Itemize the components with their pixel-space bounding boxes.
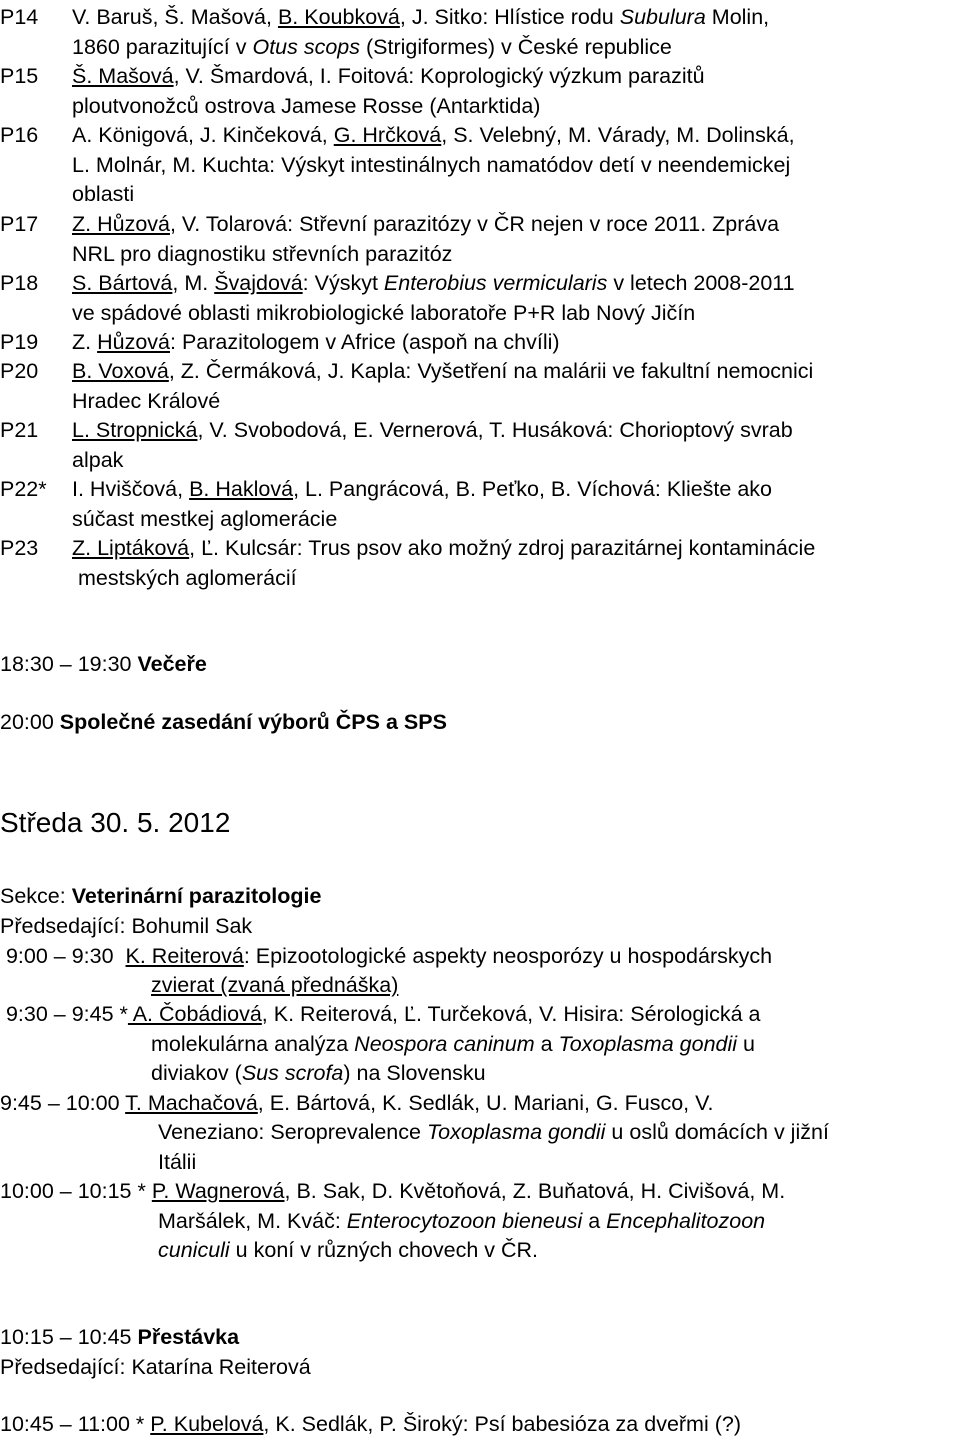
text-run: Enterobius vermicularis [383,271,608,295]
text-run: Enterocytozoon bieneusi [346,1209,583,1233]
text-run: Veneziano: Seroprevalence [158,1120,427,1144]
text-run: , L. Pangrácová, B. Peťko, B. Víchová: Kliešte ako [293,477,772,501]
poster-id: P18 [0,271,39,295]
text-run: : Výskyt [302,271,384,295]
text-run: Subulura [619,5,706,29]
text-line [72,151,790,181]
text-run: , M. [172,271,215,295]
text-run: Z. Liptáková [72,536,190,560]
text-run: Molin, [705,5,770,29]
talk-line [158,1236,538,1266]
break-line [0,1323,239,1353]
text-run: P. Kubelová [150,1412,264,1436]
text-run: 9:45 – 10:00 [0,1091,126,1115]
talk-line [158,1207,765,1237]
text-run: L. Stropnická [72,418,198,442]
text-run: 9:30 – 9:45 * [0,1002,128,1026]
poster-id: P17 [0,212,39,236]
text-run: 18:30 – 19:30 [0,652,138,676]
text-run: Z. [72,330,98,354]
poster-id: P19 [0,330,39,354]
text-run: molekulárna analýza [151,1032,355,1056]
text-run: diviakov ( [151,1061,242,1085]
text-run: Veterinární parazitologie [71,884,322,908]
text-run: Sekce: [0,884,72,908]
text-line [72,33,672,63]
text-run: Předsedající: Bohumil Sak [0,914,253,938]
text-line [72,505,337,535]
text-run: , K. Sedlák, P. Široký: Psí babesióza za dveřmi (?) [263,1412,741,1436]
text-line [72,416,793,446]
talk-line [151,1059,486,1089]
day-heading: Středa 30. 5. 2012 [0,807,231,838]
text-run: a [534,1032,559,1056]
text-run: mestských aglomerácií [72,565,297,590]
text-run: , S. Velebný, M. Várady, M. Dolinská, [441,123,795,147]
text-run: Neospora caninum [354,1032,535,1056]
poster-id: P14 [0,5,39,29]
text-line [72,387,220,417]
text-run: Toxoplasma gondii [426,1120,606,1144]
text-run: Itálii [158,1150,197,1174]
text-run: , B. Sak, D. Květoňová, Z. Buňatová, H. Civišová, M. [284,1179,786,1203]
text-run: , E. Bártová, K. Sedlák, U. Mariani, G. Fusco, V. [257,1091,714,1115]
text-run: súčast mestkej aglomerácie [72,506,338,531]
text-run: Z. Hůzová [72,212,170,236]
text-run: Š. Mašová [72,64,174,88]
text-run: Hradec Králové [72,388,221,413]
text-line [72,328,560,358]
text-run: 10:15 – 10:45 [0,1325,138,1349]
text-run: G. Hrčková [333,123,442,147]
poster-id: P20 [0,359,39,383]
poster-id: P21 [0,418,39,442]
text-run: Večeře [137,652,207,676]
text-run: 20:00 [0,710,60,734]
text-run: Švajdová [214,271,303,295]
text-run: A. Königová, J. Kinčeková, [72,123,334,147]
text-run: , V. Tolarová: Střevní parazitózy v ČR nejen v roce 2011. Zpráva [169,212,780,236]
text-run: , V. Šmardová, I. Foitová: Koprologický výzkum parazitů [173,64,705,88]
text-run: : Epizootologické aspekty neosporózy u hospodárskych [243,944,773,968]
talk-line [158,1118,829,1148]
text-run: 10:45 – 11:00 * [0,1412,151,1436]
break-chair [0,1353,311,1383]
text-run: , J. Sitko: Hlístice rodu [399,5,620,29]
text-line [72,269,795,299]
poster-id: P22* [0,477,47,501]
text-run: 1860 parazitující v [72,34,253,59]
text-run: cuniculi [158,1238,230,1262]
text-run: Společné zasedání výborů ČPS a SPS [59,710,447,734]
text-line [72,92,540,122]
text-run: T. Machačová [125,1091,258,1115]
text-line [72,475,772,505]
text-run: zvierat (zvaná přednáška) [151,973,399,997]
text-line [72,62,705,92]
talk-line [0,1410,741,1440]
text-line [72,3,769,33]
text-run: a [582,1209,607,1233]
poster-id: P16 [0,123,39,147]
text-run: I. Hviščová, [72,477,190,501]
text-line [72,299,695,329]
talk-line [0,942,772,972]
text-run: (Strigiformes) v České republice [360,34,672,59]
text-run: Toxoplasma gondii [558,1032,738,1056]
text-run: ) na Slovensku [343,1061,486,1085]
text-run: , K. Reiterová, Ľ. Turčeková, V. Hisira: Sérologická a [261,1002,761,1026]
text-run: B. Haklová [189,477,294,501]
text-run: u koní v různých chovech v ČR. [229,1238,538,1262]
section-chair [0,912,252,942]
talk-line [0,1089,713,1119]
text-run: Encephalitozoon [606,1209,766,1233]
text-run: Sus scrofa [241,1061,344,1085]
text-line [72,210,779,240]
talk-line [158,1148,196,1178]
text-run: V. Baruš, Š. Mašová, [72,5,278,29]
text-run: K. Reiterová [125,944,244,968]
text-run: NRL pro diagnostiku střevních parazitóz [72,241,453,266]
text-line [72,357,813,387]
text-run: S. Bártová [72,271,173,295]
text-run: Hůzová [97,330,170,354]
text-run: Přestávka [137,1325,240,1349]
text-line [72,564,297,594]
talk-line [0,1177,785,1207]
text-line [72,121,795,151]
text-run: B. Voxová [72,359,169,383]
text-run: alpak [72,447,124,472]
text-line [72,240,452,270]
text-run: 10:00 – 10:15 * [0,1179,152,1203]
poster-id: P23 [0,536,39,560]
talk-line [151,971,398,1001]
text-run: u [737,1032,755,1056]
text-run: , Z. Čermáková, J. Kapla: Vyšetření na malárii ve fakultní nemocnici [168,359,814,383]
text-run: , Ľ. Kulcsár: Trus psov ako možný zdroj parazitárnej kontaminácie [189,536,816,560]
text-run: , V. Svobodová, E. Vernerová, T. Husáková: Chorioptový svrab [197,418,793,442]
committee-meeting-line [0,708,447,738]
text-line [72,446,123,476]
text-line [72,180,134,210]
text-run: ploutvonožců ostrova Jamese Rosse (Antarktida) [72,93,541,118]
text-run: ve spádové oblasti mikrobiologické laboratoře P+R lab Nový Jičín [72,300,696,325]
section-title [0,882,321,912]
text-run: A. Čobádiová [127,1002,262,1026]
talk-line [151,1030,755,1060]
text-run: oblasti [72,182,135,206]
text-run: Předsedající: Katarína Reiterová [0,1355,311,1379]
text-run: P. Wagnerová [151,1179,285,1203]
text-run: : Parazitologem v Africe (aspoň na chvíli) [170,330,560,354]
text-line [72,534,815,564]
talk-line [0,1000,761,1030]
text-run: Maršálek, M. Kváč: [158,1209,347,1233]
text-run: 9:00 – 9:30 [0,944,126,968]
poster-id: P15 [0,64,39,88]
text-run: v letech 2008-2011 [607,271,795,295]
text-run: Otus scops [252,34,361,59]
dinner-line [0,650,207,680]
text-run: L. Molnár, M. Kuchta: Výskyt intestinálnych namatódov detí v neendemickej [72,152,791,177]
text-run: B. Koubková [277,5,400,29]
text-run: u oslů domácích v jižní [605,1120,829,1144]
